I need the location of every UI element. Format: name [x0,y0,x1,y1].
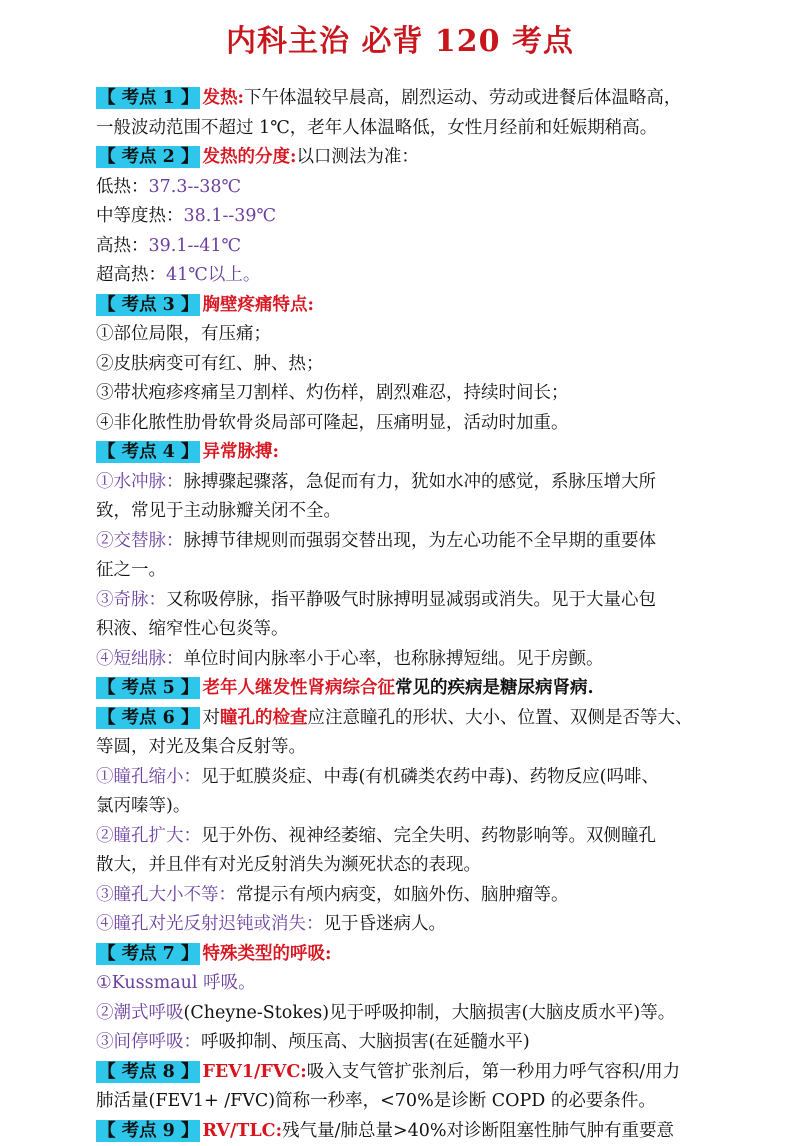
point-tag: 【 考点 7 】 [96,943,200,965]
text-line [96,940,760,970]
text-segment: 见于虹膜炎症、中毒(有机磷类农药中毒)、药物反应(吗啡、 [201,767,659,787]
text-segment: ③瞳孔大小不等： [96,885,236,905]
text-line [96,350,760,380]
text-line [96,527,760,557]
text-segment: 散大，并且伴有对光反射消失为濒死状态的表现。 [96,855,481,875]
text-line [96,114,760,144]
text-segment: ①Kussmaul 呼吸。 [96,973,256,993]
text-line [96,615,760,645]
text-line [96,999,760,1029]
text-segment: 征之一。 [96,560,166,580]
text-segment: 吸入支气管扩张剂后，第一秒用力呼气容积/用力 [307,1062,680,1082]
text-segment: 37.3--38℃ [149,177,242,197]
text-line [96,1087,760,1117]
text-line [96,497,760,527]
text-segment: 低热： [96,177,149,197]
text-segment: 见于外伤、视神经萎缩、完全失明、药物影响等。双侧瞳孔 [201,826,656,846]
point-heading: RV/TLC: [202,1121,282,1141]
text-segment: 38.1--39℃ [184,206,277,226]
text-line [96,409,760,439]
text-segment: 高热： [96,236,149,256]
text-line [96,1117,760,1146]
text-segment: ②皮肤病变可有红、肿、热； [96,354,324,374]
text-segment: 致，常见于主动脉瓣关闭不全。 [96,501,341,521]
text-line [96,792,760,822]
text-segment: 单位时间内脉率小于心率，也称脉搏短绌。见于房颤。 [184,649,604,669]
text-segment: 常见的疾病是糖尿病肾病. [395,678,594,698]
point-heading: 异常脉搏: [202,442,278,462]
text-segment: 下午体温较早晨高，剧烈运动、劳动或进餐后体温略高， [244,88,682,108]
text-segment: 对 [202,708,220,728]
text-segment: 以口测法为准： [296,147,419,167]
text-segment: ④短绌脉： [96,649,184,669]
point-heading: 发热的分度: [202,147,296,167]
text-segment: (Cheyne-Stokes)见于呼吸抑制，大脑损害(大脑皮质水平)等。 [184,1003,676,1023]
text-segment: 常提示有颅内病变，如脑外伤、脑肿瘤等。 [236,885,569,905]
point-heading: 瞳孔的检查 [220,708,308,728]
text-segment: ④瞳孔对光反射迟钝或消失： [96,914,324,934]
document-body [96,84,760,1146]
text-line [96,261,760,291]
point-tag: 【 考点 6 】 [96,707,200,729]
text-segment: ②交替脉： [96,531,184,551]
point-tag: 【 考点 5 】 [96,677,200,699]
text-line [96,438,760,468]
text-line [96,202,760,232]
text-line [96,645,760,675]
text-segment: ②瞳孔扩大： [96,826,201,846]
point-tag: 【 考点 4 】 [96,441,200,463]
text-segment: 一般波动范围不超过 1℃，老年人体温略低，女性月经前和妊娠期稍高。 [96,118,657,138]
text-line [96,822,760,852]
text-segment: ③间停呼吸： [96,1032,201,1052]
point-tag: 【 考点 9 】 [96,1120,200,1142]
text-line [96,704,760,734]
text-line [96,173,760,203]
text-segment: 应注意瞳孔的形状、大小、位置、双侧是否等大、 [307,708,692,728]
text-line [96,763,760,793]
text-segment: 脉搏骤起骤落，急促而有力，犹如水冲的感觉，系脉压增大所 [184,472,657,492]
text-line [96,556,760,586]
text-segment: ③带状疱疹疼痛呈刀割样、灼伤样，剧烈难忍，持续时间长； [96,383,569,403]
text-segment: ③奇脉： [96,590,166,610]
text-segment: 又称吸停脉，指平静吸气时脉搏明显减弱或消失。见于大量心包 [166,590,656,610]
text-segment: ②潮式呼吸 [96,1003,184,1023]
text-line [96,379,760,409]
text-segment: 中等度热： [96,206,184,226]
text-line [96,969,760,999]
text-line [96,232,760,262]
text-line [96,1028,760,1058]
text-segment: 残气量/肺总量>40%对诊断阻塞性肺气肿有重要意 [282,1121,674,1141]
text-segment: 氯丙嗪等)。 [96,796,190,816]
text-segment: 41℃以上。 [166,265,260,285]
text-segment: ④非化脓性肋骨软骨炎局部可隆起，压痛明显，活动时加重。 [96,413,569,433]
text-line [96,910,760,940]
text-segment: 肺活量(FEV1+ /FVC)简称一秒率，<70%是诊断 COPD 的必要条件。 [96,1091,656,1111]
page-title: 内科主治 必背 120 考点 [96,0,760,84]
text-line [96,143,760,173]
text-line [96,468,760,498]
text-segment: 脉搏节律规则而强弱交替出现，为左心功能不全早期的重要体 [184,531,657,551]
text-line [96,733,760,763]
text-line [96,881,760,911]
text-segment: ①瞳孔缩小： [96,767,201,787]
text-line [96,1058,760,1088]
point-heading: 发热: [202,88,243,108]
text-segment: ①水冲脉： [96,472,184,492]
text-segment: 见于昏迷病人。 [324,914,447,934]
point-tag: 【 考点 1 】 [96,87,200,109]
point-heading: 胸壁疼痛特点: [202,295,313,315]
point-heading: FEV1/FVC: [202,1062,306,1082]
point-heading: 老年人继发性肾病综合征 [202,678,395,698]
text-line [96,291,760,321]
text-segment: 呼吸抑制、颅压高、大脑损害(在延髓水平) [201,1032,530,1052]
text-segment: 39.1--41℃ [149,236,242,256]
text-segment: 超高热： [96,265,166,285]
text-segment: 等圆，对光及集合反射等。 [96,737,306,757]
point-tag: 【 考点 8 】 [96,1061,200,1083]
text-line [96,586,760,616]
text-line [96,674,760,704]
text-line [96,320,760,350]
text-segment: ①部位局限，有压痛； [96,324,271,344]
text-line [96,84,760,114]
point-tag: 【 考点 2 】 [96,146,200,168]
point-tag: 【 考点 3 】 [96,294,200,316]
text-line [96,851,760,881]
text-segment: 积液、缩窄性心包炎等。 [96,619,289,639]
point-heading: 特殊类型的呼吸: [202,944,331,964]
